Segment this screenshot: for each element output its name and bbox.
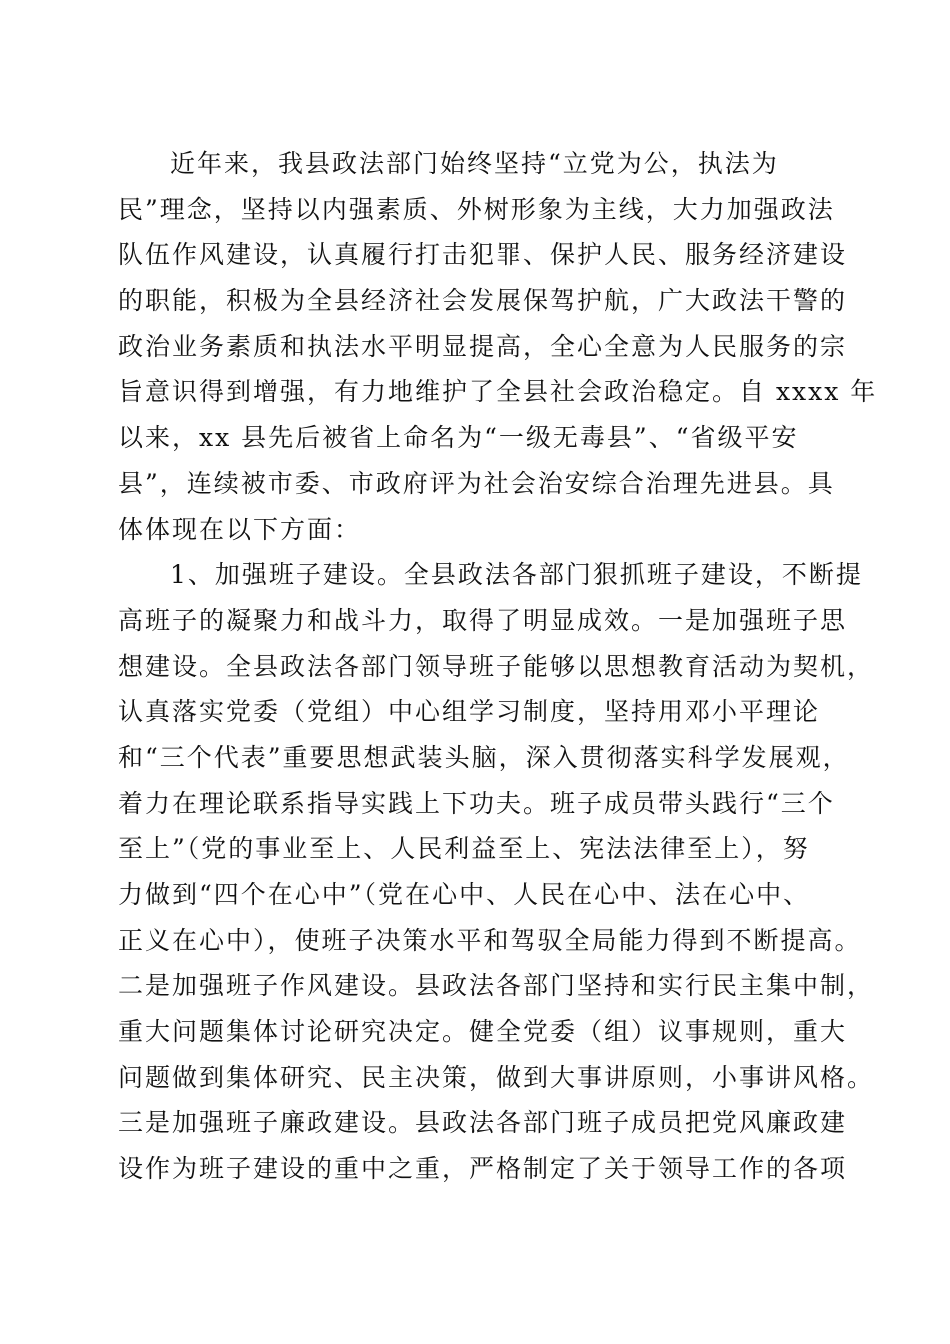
paragraph-2-line-7: 至上”（党的事业至上、人民利益至上、宪法法律至上），努 xyxy=(118,834,810,864)
paragraph-1-line-6: 旨意识得到增强，有力地维护了全县社会政治稳定。自 xxxx 年 xyxy=(118,377,878,407)
paragraph-2-line-1: 1、加强班子建设。全县政法各部门狠抓班子建设，不断提 xyxy=(170,560,863,590)
paragraph-2-line-6: 着力在理论联系指导实践上下功夫。班子成员带头践行“三个 xyxy=(118,788,835,818)
paragraph-2-line-11: 重大问题集体讨论研究决定。健全党委（组）议事规则，重大 xyxy=(118,1017,848,1047)
paragraph-2-line-5: 和“三个代表”重要思想武装头脑，深入贯彻落实科学发展观， xyxy=(118,742,850,772)
paragraph-2-line-4: 认真落实党委（党组）中心组学习制度，坚持用邓小平理论 xyxy=(118,697,821,727)
paragraph-2-line-13: 三是加强班子廉政建设。县政法各部门班子成员把党风廉政建 xyxy=(118,1108,848,1138)
paragraph-1-line-2: 民”理念，坚持以内强素质、外树形象为主线，大力加强政法 xyxy=(118,194,835,224)
paragraph-1-line-3: 队伍作风建设，认真履行打击犯罪、保护人民、服务经济建设 xyxy=(118,240,848,270)
paragraph-1-line-7: 以来，xx 县先后被省上命名为“一级无毒县”、“省级平安 xyxy=(118,423,799,453)
paragraph-2-line-2: 高班子的凝聚力和战斗力，取得了明显成效。一是加强班子思 xyxy=(118,605,848,635)
paragraph-1-line-9: 体体现在以下方面： xyxy=(118,514,362,544)
paragraph-1-line-5: 政治业务素质和执法水平明显提高，全心全意为人民服务的宗 xyxy=(118,331,848,361)
paragraph-2-line-8: 力做到“四个在心中”（党在心中、人民在心中、法在心中、 xyxy=(118,880,811,909)
paragraph-2-line-3: 想建设。全县政法各部门领导班子能够以思想教育活动为契机， xyxy=(118,651,875,681)
paragraph-1-line-1: 近年来，我县政法部门始终坚持“立党为公，执法为 xyxy=(170,149,779,178)
paragraph-2-line-12: 问题做到集体研究、民主决策，做到大事讲原则，小事讲风格。 xyxy=(118,1062,875,1092)
document-body xyxy=(118,141,878,1192)
paragraph-2-line-14: 设作为班子建设的重中之重，严格制定了关于领导工作的各项 xyxy=(118,1154,848,1184)
paragraph-1-line-4: 的职能，积极为全县经济社会发展保驾护航，广大政法干警的 xyxy=(118,286,848,316)
paragraph-2-line-9: 正义在心中），使班子决策水平和驾驭全局能力得到不断提高。 xyxy=(118,925,862,955)
paragraph-2-line-10: 二是加强班子作风建设。县政法各部门坚持和实行民主集中制， xyxy=(118,971,875,1001)
paragraph-1-line-8: 县”，连续被市委、市政府评为社会治安综合治理先进县。具 xyxy=(118,468,835,498)
